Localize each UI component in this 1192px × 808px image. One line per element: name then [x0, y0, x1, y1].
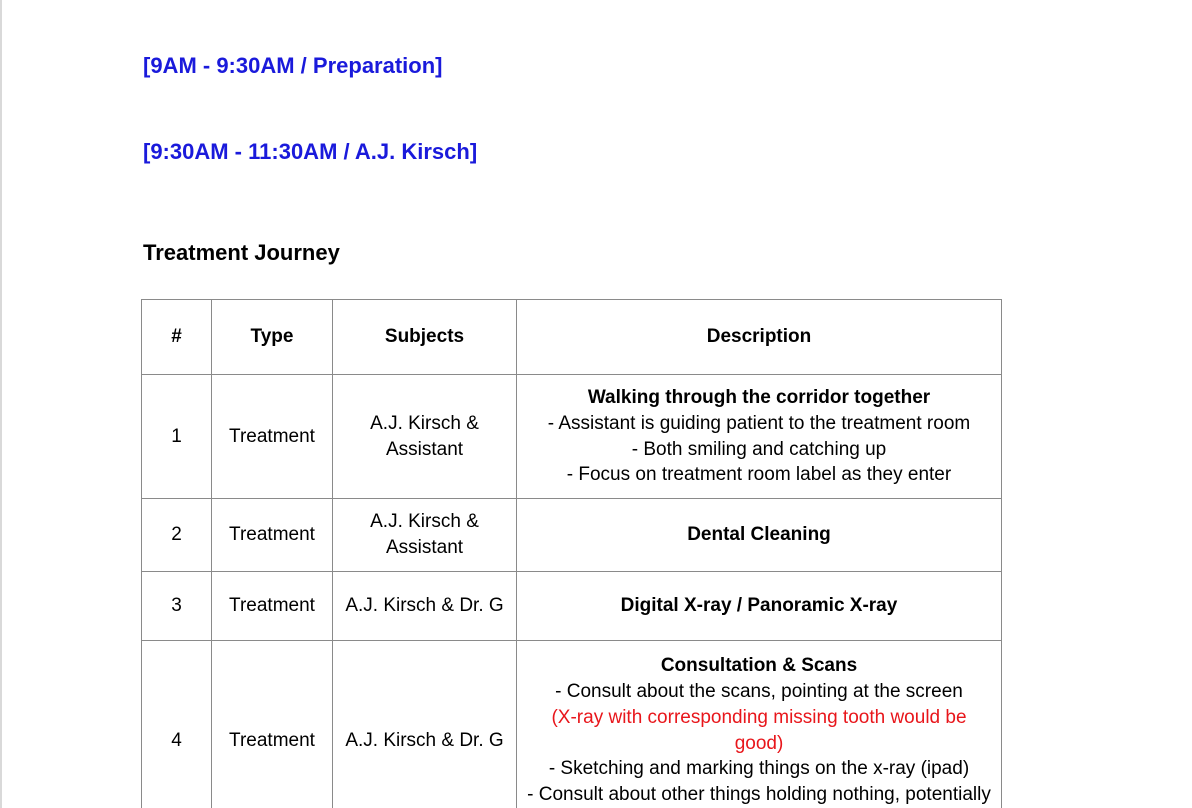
header-subjects: Subjects [333, 300, 517, 375]
row-type: Treatment [212, 641, 333, 808]
table-row [142, 499, 1002, 572]
header-number: # [142, 300, 212, 375]
row-description [517, 375, 1002, 499]
row-subjects [333, 375, 517, 499]
table-row [142, 572, 1002, 641]
description-line: - Focus on treatment room label as they enter [566, 464, 952, 486]
description-line: - Both smiling and catching up [631, 438, 887, 460]
row-subjects: A.J. Kirsch & Dr. G [333, 572, 517, 641]
header-type: Type [212, 300, 333, 375]
treatment-journey-table [141, 299, 1002, 808]
description-title: Walking through the corridor together [587, 387, 931, 409]
description-line: - Assistant is guiding patient to the treatment room [547, 412, 971, 434]
row-number: 4 [142, 641, 212, 808]
row-type: Treatment [212, 499, 333, 572]
header-description: Description [517, 300, 1002, 375]
table-row [142, 641, 1002, 808]
description-line: - Consult about the scans, pointing at the screen [555, 681, 963, 703]
description-line: - Consult about other things holding nothing, potentially [527, 783, 991, 805]
row-number: 2 [142, 499, 212, 572]
subjects-line: A.J. Kirsch & [370, 412, 479, 434]
subjects-line: Assistant [385, 438, 464, 460]
row-type: Treatment [212, 572, 333, 641]
row-subjects: A.J. Kirsch & Dr. G [333, 641, 517, 808]
section-title: Treatment Journey [143, 240, 340, 265]
page-left-border [0, 0, 2, 808]
table-header-row [142, 300, 1002, 375]
description-title: Consultation & Scans [660, 655, 858, 677]
preparation-heading[interactable]: [9AM - 9:30AM / Preparation] [143, 53, 443, 78]
row-description [517, 572, 1002, 641]
row-description [517, 499, 1002, 572]
row-type: Treatment [212, 375, 333, 499]
row-description [517, 641, 1002, 808]
kirsch-session-heading[interactable]: [9:30AM - 11:30AM / A.J. Kirsch] [143, 139, 478, 164]
subjects-line: Assistant [385, 537, 464, 558]
subjects-line: A.J. Kirsch & [370, 511, 479, 533]
description-line: - Sketching and marking things on the x-ray (ipad) [548, 758, 970, 780]
description-note-red: (X-ray with corresponding missing tooth would be [551, 706, 967, 728]
description-title: Dental Cleaning [687, 524, 831, 546]
table-row [142, 375, 1002, 499]
row-subjects [333, 499, 517, 572]
description-title: Digital X-ray / Panoramic X-ray [620, 595, 898, 617]
description-note-red: good) [734, 732, 784, 754]
row-number: 3 [142, 572, 212, 641]
row-number: 1 [142, 375, 212, 499]
